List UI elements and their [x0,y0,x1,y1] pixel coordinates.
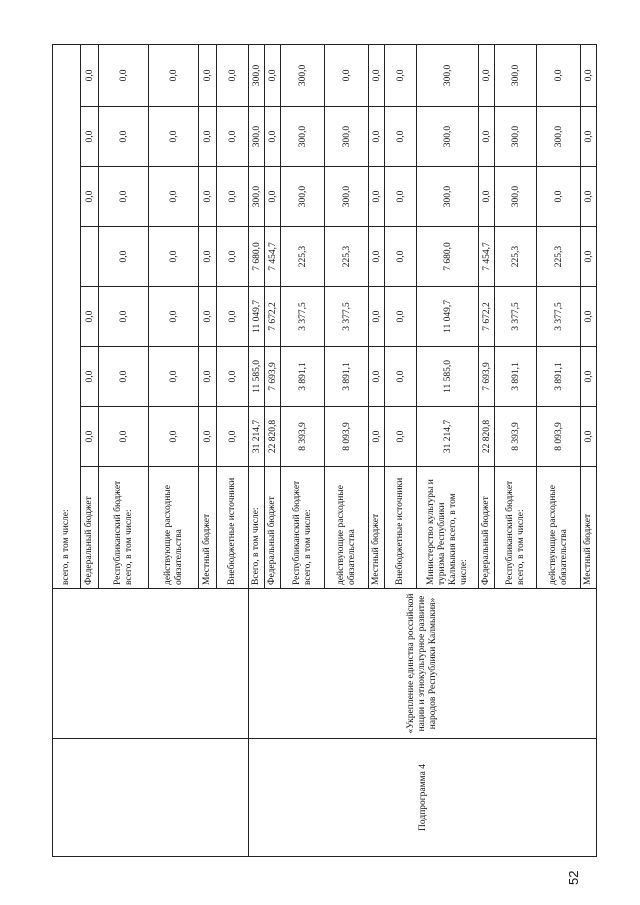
value-cell: 0,0 [81,107,99,167]
source-cell: всего, в том числе: [53,44,81,588]
number-cell [53,739,249,857]
value-cell: 0,0 [217,44,249,106]
value-cell: 0,0 [369,347,385,407]
value-cell: 0,0 [81,287,99,347]
source-cell: Федеральный бюджет [479,467,495,589]
table-row [53,44,81,856]
value-cell: 0,0 [149,287,199,347]
source-cell: Республиканский бюджет всего, в том числе: [99,467,149,589]
value-cell: 3 377,5 [281,287,325,347]
value-cell: 300,0 [495,167,537,227]
value-cell: 0,0 [217,227,249,287]
value-cell: 0,0 [385,287,417,347]
value-cell: 0,0 [385,407,417,467]
value-cell: 0,0 [199,167,217,227]
value-cell: 0,0 [385,44,417,106]
source-cell: Республиканский бюджет всего, в том числе: [495,467,537,589]
value-cell [81,227,99,287]
value-cell: 0,0 [99,407,149,467]
value-cell: 11 049,7 [249,287,265,347]
source-cell: Министерство культуры и туризма Республики Калмыкия всего, в том числе: [417,467,479,589]
value-cell: 3 891,1 [495,347,537,407]
value-cell: 0,0 [217,347,249,407]
source-cell: Федеральный бюджет [81,467,99,589]
value-cell: 0,0 [369,107,385,167]
source-cell: Всего, в том числе: [249,467,265,589]
source-cell: Внебюджетные источники [385,467,417,589]
value-cell: 0,0 [199,227,217,287]
value-cell: 0,0 [581,227,597,287]
value-cell: 7 680,0 [417,227,479,287]
table-body [53,44,597,856]
value-cell: 225,3 [325,227,369,287]
value-cell: 0,0 [537,44,581,106]
value-cell: 8 093,9 [537,407,581,467]
source-cell: действующие расходные обязательства [149,467,199,589]
value-cell: 0,0 [265,167,281,227]
value-cell: 0,0 [99,227,149,287]
value-cell: 8 393,9 [281,407,325,467]
value-cell: 300,0 [281,44,325,106]
value-cell: 0,0 [199,407,217,467]
value-cell: 3 891,1 [537,347,581,407]
value-cell: 7 693,9 [265,347,281,407]
value-cell: 0,0 [217,107,249,167]
value-cell: 3 891,1 [281,347,325,407]
value-cell: 300,0 [495,44,537,106]
value-cell: 7 680,0 [249,227,265,287]
value-cell: 300,0 [249,107,265,167]
value-cell: 225,3 [537,227,581,287]
value-cell: 0,0 [199,287,217,347]
table-row [249,44,265,856]
value-cell: 3 377,5 [325,287,369,347]
value-cell: 0,0 [369,44,385,106]
value-cell: 0,0 [149,167,199,227]
value-cell: 8 393,9 [495,407,537,467]
value-cell: 300,0 [249,167,265,227]
value-cell: 7 693,9 [479,347,495,407]
value-cell: 0,0 [385,107,417,167]
value-cell: 0,0 [265,107,281,167]
value-cell: 0,0 [81,347,99,407]
value-cell: 22 820,8 [265,407,281,467]
value-cell: 3 377,5 [537,287,581,347]
value-cell: 0,0 [479,167,495,227]
value-cell: 3 891,1 [325,347,369,407]
value-cell: 0,0 [149,227,199,287]
value-cell: 0,0 [199,347,217,407]
value-cell: 0,0 [199,44,217,106]
value-cell: 0,0 [99,167,149,227]
value-cell: 0,0 [369,287,385,347]
value-cell: 300,0 [495,107,537,167]
source-cell: Федеральный бюджет [265,467,281,589]
value-cell: 0,0 [149,44,199,106]
value-cell: 0,0 [385,347,417,407]
value-cell: 0,0 [385,167,417,227]
source-cell: Республиканский бюджет всего, в том числе: [281,467,325,589]
value-cell: 0,0 [149,107,199,167]
value-cell: 0,0 [581,44,597,106]
value-cell: 0,0 [217,167,249,227]
value-cell: 11 585,0 [417,347,479,407]
value-cell: 0,0 [217,407,249,467]
value-cell: 7 672,2 [265,287,281,347]
value-cell: 0,0 [479,107,495,167]
value-cell: 300,0 [325,167,369,227]
source-cell: Местный бюджет [369,467,385,589]
value-cell: 31 214,7 [249,407,265,467]
value-cell: 0,0 [81,407,99,467]
value-cell: 300,0 [281,167,325,227]
value-cell: 0,0 [581,347,597,407]
source-cell: действующие расходные обязательства [325,467,369,589]
value-cell: 0,0 [217,287,249,347]
subprogram-number: Подпрограмма 4 [249,739,597,857]
value-cell: 0,0 [99,107,149,167]
value-cell: 0,0 [149,347,199,407]
value-cell: 0,0 [369,167,385,227]
value-cell: 300,0 [417,167,479,227]
value-cell: 300,0 [325,107,369,167]
source-cell: Местный бюджет [581,467,597,589]
value-cell: 7 454,7 [265,227,281,287]
value-cell: 11 585,0 [249,347,265,407]
value-cell: 0,0 [479,44,495,106]
value-cell: 0,0 [99,347,149,407]
budget-table [52,44,597,857]
title-cell [53,589,249,739]
value-cell: 0,0 [99,44,149,106]
value-cell: 300,0 [281,107,325,167]
value-cell: 0,0 [581,407,597,467]
page-number: 52 [566,870,581,885]
value-cell: 0,0 [369,227,385,287]
value-cell: 0,0 [385,227,417,287]
value-cell: 7 672,2 [479,287,495,347]
value-cell: 22 820,8 [479,407,495,467]
value-cell: 31 214,7 [417,407,479,467]
value-cell: 300,0 [537,107,581,167]
value-cell: 0,0 [369,407,385,467]
value-cell: 7 454,7 [479,227,495,287]
value-cell: 11 049,7 [417,287,479,347]
value-cell: 0,0 [537,167,581,227]
value-cell: 0,0 [325,44,369,106]
value-cell: 300,0 [417,107,479,167]
source-cell: Внебюджетные источники [217,467,249,589]
value-cell: 225,3 [281,227,325,287]
subprogram-title: «Укрепление единства российской нации и этнокультурное развитие народов Республики Калмыкия» [249,589,597,739]
value-cell: 0,0 [81,44,99,106]
source-cell: Местный бюджет [199,467,217,589]
value-cell: 0,0 [581,107,597,167]
value-cell: 3 377,5 [495,287,537,347]
value-cell: 0,0 [81,167,99,227]
value-cell: 300,0 [249,44,265,106]
value-cell: 0,0 [265,44,281,106]
value-cell: 0,0 [149,407,199,467]
source-cell: действующие расходные обязательства [537,467,581,589]
value-cell: 0,0 [199,107,217,167]
value-cell: 225,3 [495,227,537,287]
value-cell: 300,0 [417,44,479,106]
value-cell: 8 093,9 [325,407,369,467]
value-cell: 0,0 [99,287,149,347]
value-cell: 0,0 [581,287,597,347]
value-cell: 0,0 [581,167,597,227]
